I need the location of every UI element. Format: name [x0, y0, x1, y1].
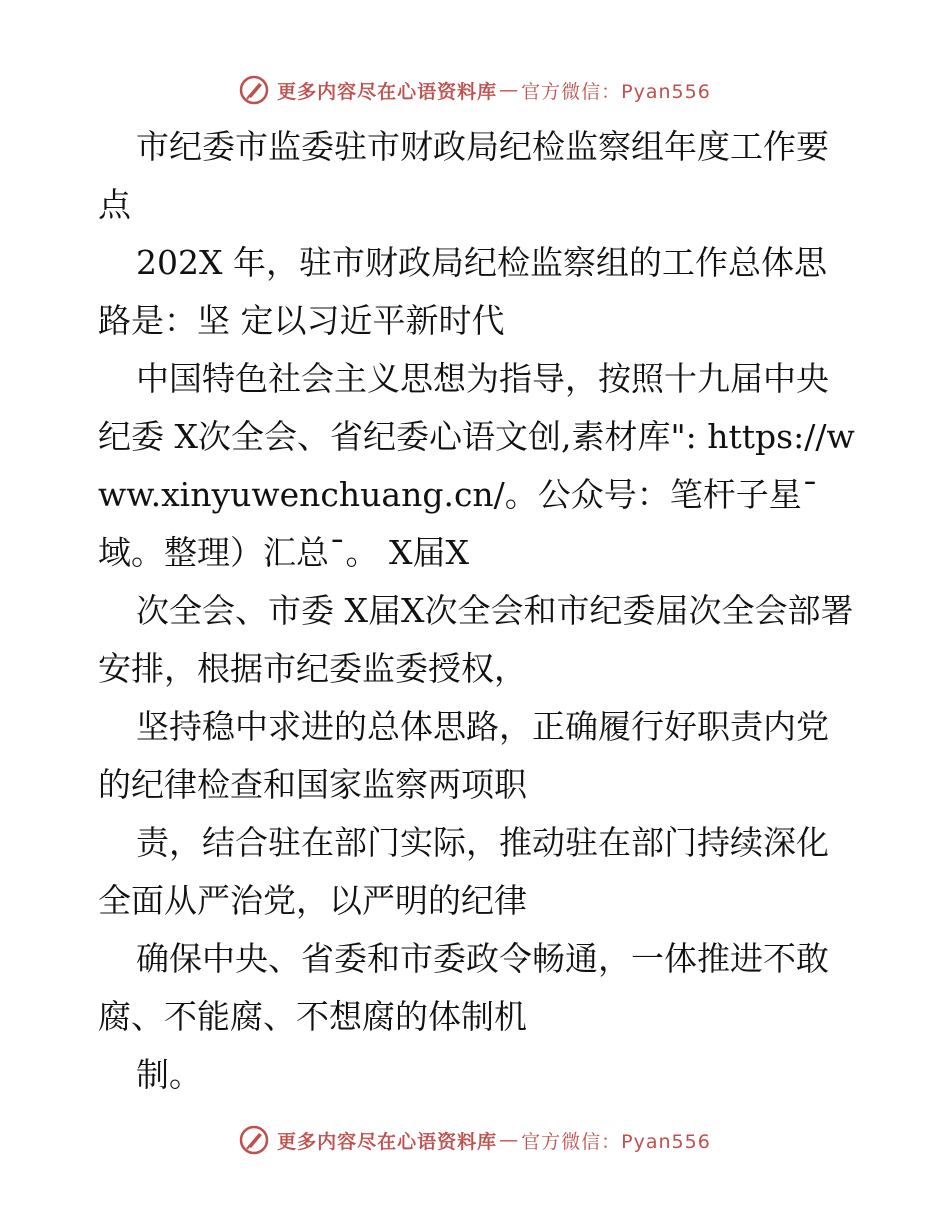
banner-brand-text: 更多内容尽在心语资料库 — [277, 80, 498, 103]
paragraph: 202X 年，驻市财政局纪检监察组的工作总体思路是：坚 定以习近平新时代 — [98, 243, 827, 340]
banner-brand-text: 更多内容尽在心语资料库 — [277, 1130, 498, 1153]
quill-logo-icon — [239, 1125, 269, 1155]
banner-wechat-text: 官方微信：Pyan556 — [521, 80, 711, 103]
document-body — [98, 118, 858, 1104]
banner-dash: — — [499, 1129, 520, 1151]
paragraph: 坚持稳中求进的总体思路，正确履行好职责内党的纪律检查和国家监察两项职 — [98, 707, 829, 804]
paragraph: 中国特色社会主义思想为指导，按照十九届中央纪委 X次全会、省纪委心语文创,素材库": https://www.xinyuwenchuang.cn/。公众号：笔杆子星¯域。整理）汇总¯。 X届X — [98, 359, 855, 572]
paragraph: 责，结合驻在部门实际，推动驻在部门持续深化全面从严治党，以严明的纪律 — [98, 823, 829, 920]
paragraph: 次全会、市委 X届X次全会和市纪委届次全会部署安排，根据市纪委监委授权， — [98, 591, 854, 688]
footer-banner — [0, 1120, 950, 1160]
document-title: 市纪委市监委驻市财政局纪检监察组年度工作要点 — [98, 127, 829, 224]
header-banner — [0, 70, 950, 110]
paragraph: 制。 — [136, 1055, 202, 1094]
banner-wechat-text: 官方微信：Pyan556 — [521, 1130, 711, 1153]
quill-logo-icon — [239, 75, 269, 105]
paragraph: 确保中央、省委和市委政令畅通，一体推进不敢腐、不能腐、不想腐的体制机 — [98, 939, 829, 1036]
banner-dash: — — [499, 79, 520, 101]
